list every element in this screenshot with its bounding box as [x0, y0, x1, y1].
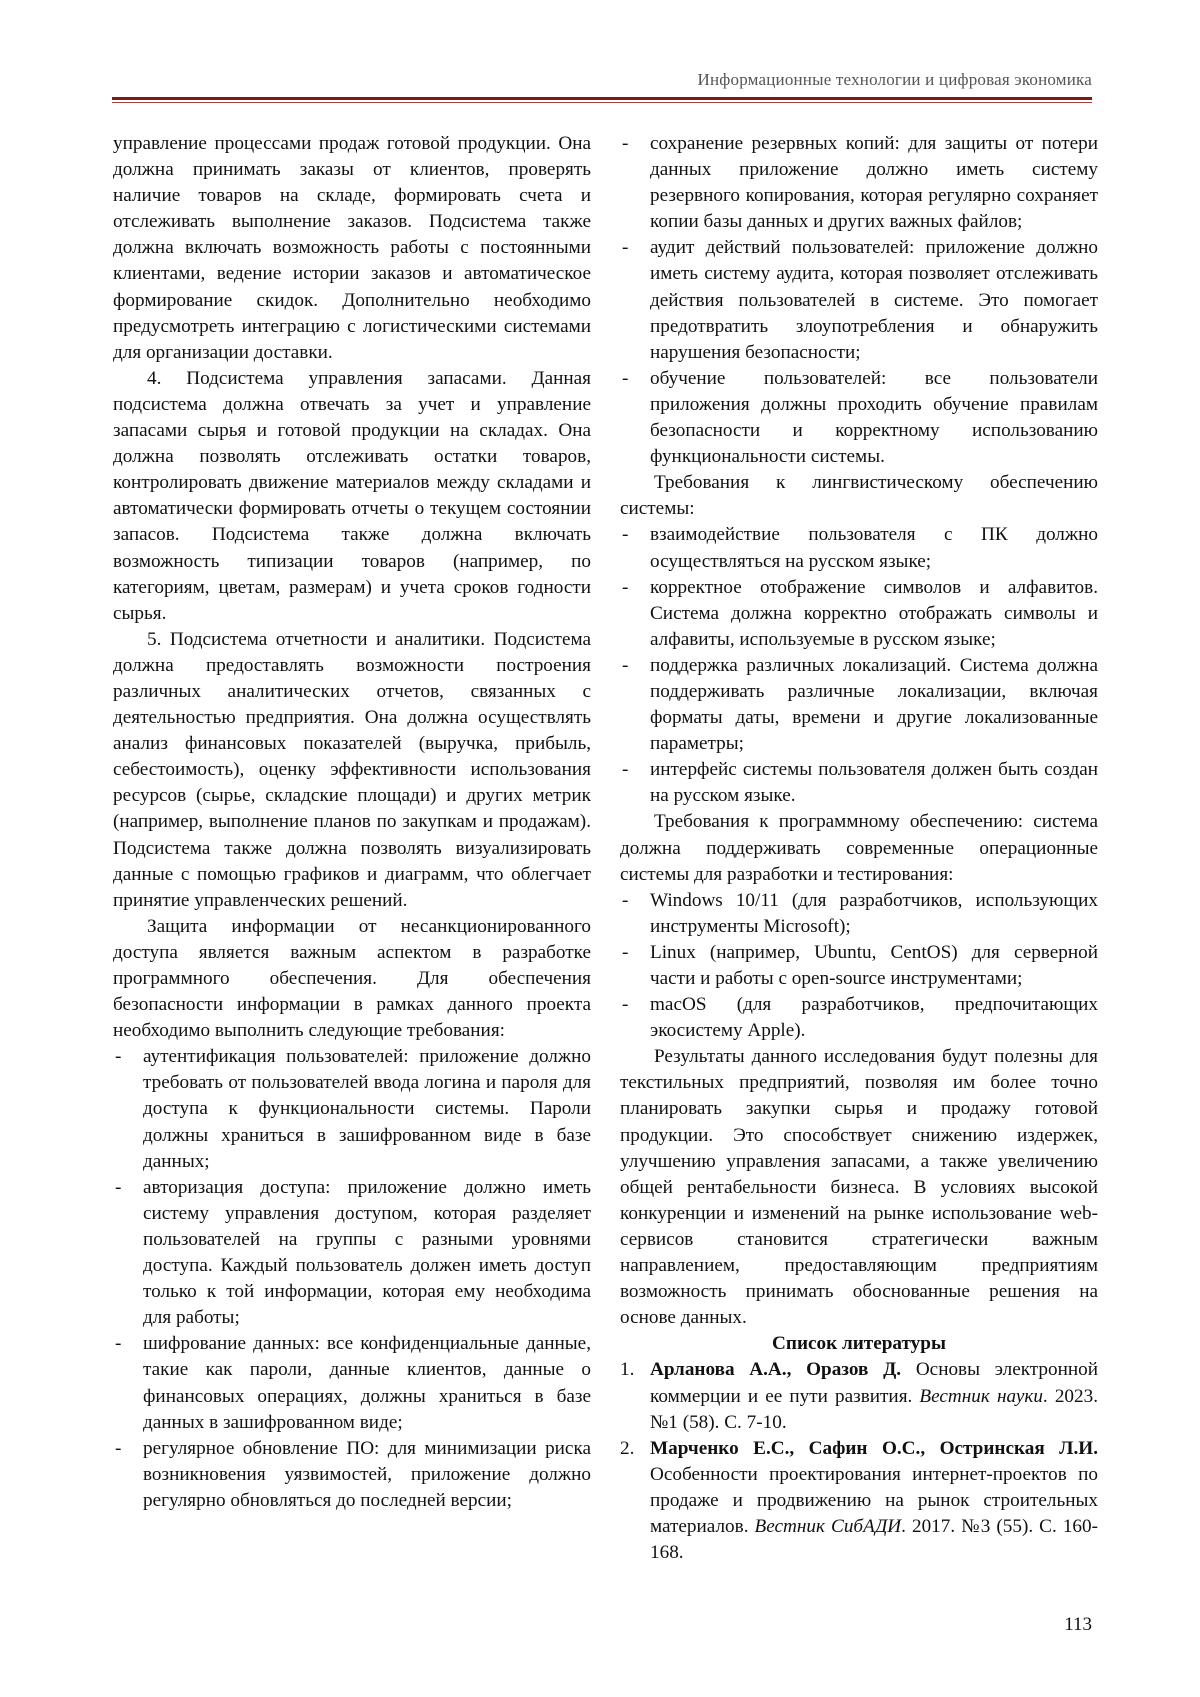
dash-marker: - — [115, 1176, 122, 1198]
linguistic-requirements-list — [620, 522, 1098, 809]
references-heading: Список литературы — [772, 1333, 946, 1355]
dash-marker: - — [115, 1437, 122, 1459]
dash-marker: - — [115, 1333, 122, 1355]
right-column — [620, 131, 1098, 1566]
list-item-text: корректное отображение символов и алфавитов. Система должна корректно отображать символы и алфавиты, используемые в русском языке; — [650, 576, 1098, 650]
security-requirements-list-continued — [620, 131, 1098, 470]
list-item-text: взаимодействие пользователя с ПК должно осуществляться на русском языке; — [650, 524, 1098, 572]
header-rule-thin — [112, 102, 1092, 103]
list-item — [113, 1331, 591, 1435]
list-item-text: аутентификация пользователей: приложение должно требовать от пользователей ввода логина и пароля для доступа к функциональности системы. Пароли должны храниться в зашифрованном виде в базе данных; — [143, 1046, 591, 1172]
dash-marker: - — [622, 994, 629, 1016]
list-item-text: регулярное обновление ПО: для минимизации риска возникновения уязвимостей, приложение должно регулярно обновляться до последней версии; — [143, 1437, 591, 1511]
list-item-text: Linux (например, Ubuntu, CentOS) для серверной части и работы с open-source инструментами; — [650, 941, 1098, 989]
list-item-text: обучение пользователей: все пользователи приложения должны проходить обучение правилам безопасности и корректному использованию функциональности системы. — [650, 367, 1098, 468]
running-title: Информационные технологии и цифровая экономика — [697, 70, 1092, 89]
list-item — [620, 366, 1098, 470]
reference-item — [620, 1357, 1098, 1435]
dash-marker: - — [115, 1046, 122, 1068]
list-item — [620, 757, 1098, 809]
reference-item — [620, 1436, 1098, 1566]
dash-marker: - — [622, 759, 629, 781]
left-column — [113, 131, 591, 1514]
list-item-text: шифрование данных: все конфиденциальные данные, такие как пароли, данные клиентов, данные о финансовых операциях, должны храниться в базе данных в зашифрованном виде; — [143, 1333, 591, 1433]
paragraph-security-intro: Защита информации от несанкционированного доступа является важным аспектом в разработке программного обеспечения. Для обеспечения безопасности информации в рамках данного проекта необходимо выполнить следующие требования: — [113, 915, 591, 1042]
dash-marker: - — [622, 367, 629, 389]
paragraph-software-requirements: Требования к программному обеспечению: система должна поддерживать современные операционные системы для разработки и тестирования: — [620, 811, 1098, 885]
list-item — [620, 522, 1098, 574]
list-item-text: интерфейс системы пользователя должен быть создан на русском языке. — [650, 759, 1098, 807]
reference-authors: Марченко Е.С., Сафин О.С., Остринская Л.И. — [650, 1437, 1098, 1459]
dash-marker: - — [622, 576, 629, 598]
page-number: 113 — [1064, 1614, 1092, 1635]
list-item — [620, 653, 1098, 757]
list-item-text: сохранение резервных копий: для защиты от потери данных приложение должно иметь систему резервного копирования, которая регулярно сохраняет копии базы данных и других важных файлов; — [650, 133, 1098, 233]
list-item-text: поддержка различных локализаций. Система должна поддерживать различные локализации, включая форматы даты, времени и другие локализованные параметры; — [650, 654, 1098, 755]
reference-details: . 2023. №1 (58). С. 7-10. — [650, 1385, 1098, 1433]
dash-marker: - — [622, 133, 629, 154]
reference-journal: Вестник науки — [919, 1385, 1043, 1407]
dash-marker: - — [622, 654, 629, 676]
dash-marker: - — [622, 889, 629, 911]
paragraph-sales-subsystem: управление процессами продаж готовой продукции. Она должна принимать заказы от клиентов, проверять наличие товаров на складе, формировать счета и отслеживать выполнение заказов. Подсистема также должна включать возможность работы с постоянными клиентами, ведение истории заказов и автоматическое формирование скидок. Дополнительно необходимо предусмотреть интеграцию с логистическими системами для организации доставки. — [113, 133, 591, 363]
list-item-text: macOS (для разработчиков, предпочитающих экосистему Apple). — [650, 994, 1098, 1042]
security-requirements-list — [113, 1044, 591, 1514]
paragraph-inventory-subsystem: 4. Подсистема управления запасами. Данная подсистема должна отвечать за учет и управление запасами сырья и готовой продукции на складах. Она должна позволять отслеживать остатки товаров, контролировать движение материалов между складами и автоматически формировать отчеты о текущем состоянии запасов. Подсистема также должна включать возможность типизации товаров (например, по категориям, цветам, размерам) и учета сроков годности сырья. — [113, 367, 591, 624]
reference-details: . 2017. №3 (55). С. 160-168. — [650, 1515, 1098, 1564]
reference-number: 2. — [620, 1437, 635, 1459]
dash-marker: - — [622, 237, 629, 259]
reference-title: Особенности проектирования интернет-проектов по продаже и продвижению на рынок строительных материалов. — [650, 1463, 1098, 1537]
list-item — [113, 1044, 591, 1174]
list-item — [620, 940, 1098, 992]
list-item-text: Windows 10/11 (для разработчиков, использующих инструменты Microsoft); — [650, 889, 1098, 937]
list-item — [113, 1436, 591, 1514]
header-rule — [112, 97, 1092, 100]
list-item — [620, 575, 1098, 653]
list-item — [113, 1175, 591, 1332]
software-requirements-list — [620, 888, 1098, 1045]
reference-title: Основы электронной коммерции и ее пути развития. — [650, 1359, 1098, 1407]
list-item — [620, 992, 1098, 1044]
list-item-text: авторизация доступа: приложение должно иметь систему управления доступом, которая разделяет пользователей на группы с разными уровнями доступа. Каждый пользователь должен иметь доступ только к той информации, которая ему необходима для работы; — [143, 1176, 591, 1329]
paragraph-results: Результаты данного исследования будут полезны для текстильных предприятий, позволяя им более точно планировать закупки сырья и продажу готовой продукции. Это способствует снижению издержек, улучшению управления запасами, а также увеличению общей рентабельности бизнеса. В условиях высокой конкуренции и изменений на рынке использование web-сервисов становится стратегически важным направлением, предоставляющим предприятиям возможность принимать обоснованные решения на основе данных. — [620, 1046, 1098, 1329]
paragraph-analytics-subsystem: 5. Подсистема отчетности и аналитики. Подсистема должна предоставлять возможности построения различных аналитических отчетов, связанных с деятельностью предприятия. Она должна осуществлять анализ финансовых показателей (выручка, прибыль, себестоимость), оценку эффективности использования ресурсов (сырье, складские площади) и других метрик (например, выполнение планов по закупкам и продажам). Подсистема также должна позволять визуализировать данные с помощью графиков и диаграмм, что облегчает принятие управленческих решений. — [113, 628, 591, 911]
references-list — [620, 1357, 1098, 1566]
reference-authors: Арланова А.А., Оразов Д. — [650, 1359, 902, 1381]
list-item — [620, 235, 1098, 365]
paragraph-linguistic-requirements: Требования к лингвистическому обеспечению системы: — [620, 472, 1098, 520]
list-item-text: аудит действий пользователей: приложение должно иметь систему аудита, которая позволяет отслеживать действия пользователей в системе. Это помогает предотвратить злоупотребления и обнаружить нарушения безопасности; — [650, 237, 1098, 363]
reference-number: 1. — [620, 1359, 635, 1381]
dash-marker: - — [622, 941, 629, 963]
list-item — [620, 888, 1098, 940]
dash-marker: - — [622, 524, 629, 546]
reference-journal: Вестник СибАДИ — [754, 1515, 902, 1537]
list-item — [620, 131, 1098, 235]
